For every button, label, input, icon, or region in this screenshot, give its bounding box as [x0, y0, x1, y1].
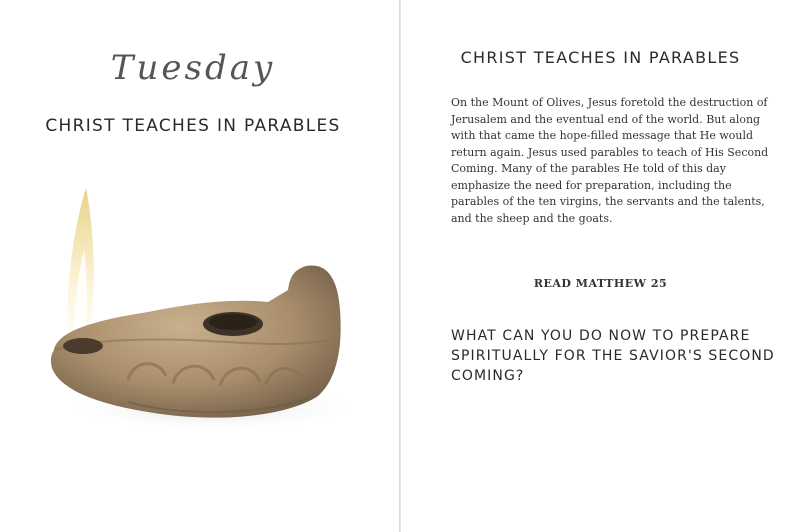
left-page-heading: CHRIST TEACHES IN PARABLES: [45, 116, 341, 136]
right-page: [401, 0, 800, 532]
scripture-reference: READ MATTHEW 25: [533, 277, 668, 290]
day-title: Tuesday: [110, 48, 276, 88]
left-page: [0, 0, 399, 532]
body-paragraph: On the Mount of Olives, Jesus foretold the destruction of Jerusalem and the eventual end of the world. But along with that came the hope-filled message that He would return again. Jesus used parables to teach of His Second Coming. Many of the parables He told of this day emphasize the need for preparation, including the parables of the ten virgins, the servants and the talents, and the sheep and the goats.: [451, 96, 769, 225]
oil-lamp-illustration: [38, 180, 358, 450]
reflection-question: WHAT CAN YOU DO NOW TO PREPARE SPIRITUALLY FOR THE SAVIOR'S SECOND COMING?: [451, 328, 775, 384]
right-page-heading: CHRIST TEACHES IN PARABLES: [460, 48, 741, 67]
